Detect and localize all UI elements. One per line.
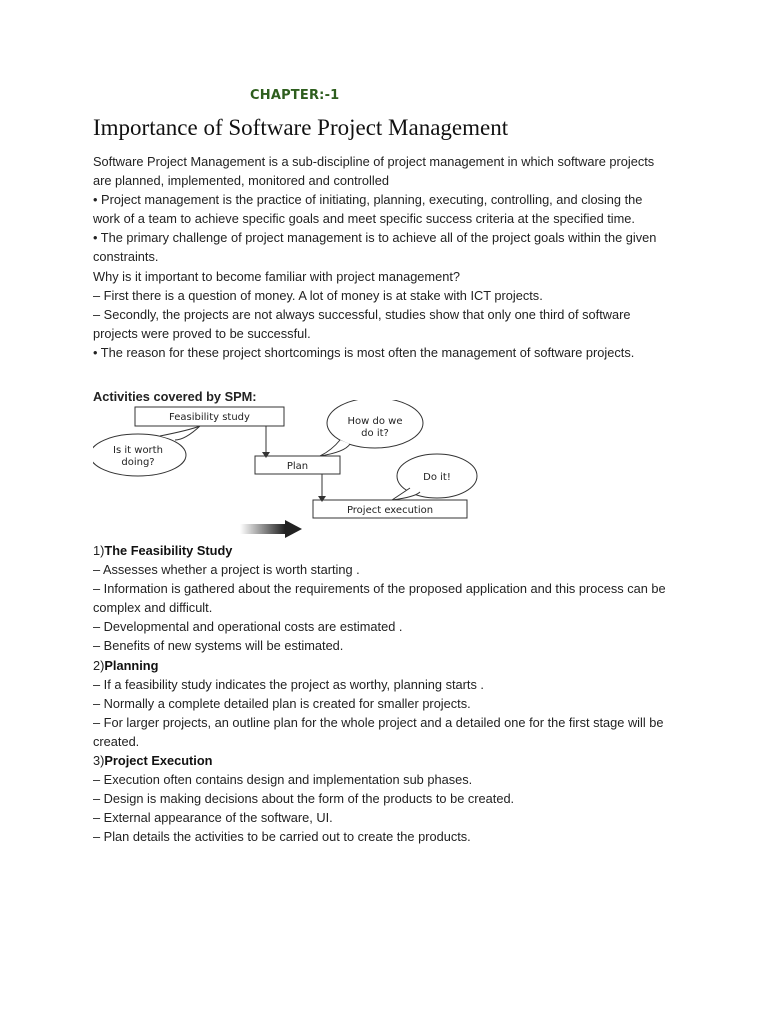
section-heading: 2)Planning bbox=[93, 657, 159, 673]
section-heading: 1)The Feasibility Study bbox=[93, 543, 233, 558]
bubble-how-line2: do it? bbox=[361, 428, 389, 439]
text-line: are planned, implemented, monitored and controlled bbox=[93, 173, 389, 189]
plan-label: Plan bbox=[286, 461, 309, 472]
text-line: – Normally a complete detailed plan is created for smaller projects. bbox=[93, 695, 471, 711]
gradient-arrow-head bbox=[285, 520, 302, 538]
text-line: – Benefits of new systems will be estimated. bbox=[93, 638, 344, 654]
text-line: • The primary challenge of project management is to achieve all of the project goals within the given bbox=[93, 230, 657, 246]
bubble-how-line1: How do we bbox=[347, 416, 403, 427]
text-line: – For larger projects, an outline plan for the whole project and a detailed one for the first stage will be bbox=[93, 714, 664, 730]
text-line: work of a team to achieve specific goals and meet specific success criteria at the specified time. bbox=[93, 211, 635, 227]
activities-heading: Activities covered by SPM: bbox=[93, 389, 257, 404]
gradient-arrow-shaft bbox=[240, 524, 285, 534]
section-heading: 3)Project Execution bbox=[93, 753, 213, 769]
text-line: – Secondly, the projects are not always successful, studies show that only one third of software bbox=[93, 306, 631, 322]
text-line: created. bbox=[93, 733, 140, 749]
text-line: – First there is a question of money. A lot of money is at stake with ICT projects. bbox=[93, 287, 543, 303]
text-line: Why is it important to become familiar with project management? bbox=[93, 268, 460, 284]
text-line: • Project management is the practice of initiating, planning, executing, controlling, and closing the bbox=[93, 192, 643, 208]
text-line: – Design is making decisions about the form of the products to be created. bbox=[93, 791, 515, 807]
text-line: – Information is gathered about the requirements of the proposed application and this process can be bbox=[93, 581, 666, 597]
text-line: Software Project Management is a sub-discipline of project management in which software projects bbox=[93, 154, 655, 169]
bubble-do-label: Do it! bbox=[423, 472, 451, 483]
text-line: • The reason for these project shortcomings is most often the management of software projects. bbox=[93, 344, 635, 360]
spm-activities-diagram bbox=[93, 400, 493, 540]
page-title: Importance of Software Project Management bbox=[93, 115, 509, 140]
sections-text bbox=[93, 541, 683, 847]
text-line: – Assesses whether a project is worth starting . bbox=[93, 562, 360, 578]
execution-label: Project execution bbox=[346, 505, 434, 516]
bubble-worth-line1: Is it worth bbox=[113, 445, 163, 456]
bubble-worth-line2: doing? bbox=[121, 457, 155, 468]
text-line: – External appearance of the software, UI. bbox=[93, 810, 333, 826]
text-line: – If a feasibility study indicates the project as worthy, planning starts . bbox=[93, 676, 484, 692]
chapter-label: CHAPTER:-1 bbox=[250, 88, 340, 103]
text-line: – Developmental and operational costs are estimated . bbox=[93, 619, 403, 635]
text-line: – Execution often contains design and implementation sub phases. bbox=[93, 772, 473, 788]
text-line: complex and difficult. bbox=[93, 600, 213, 616]
text-line: projects were proved to be successful. bbox=[93, 325, 311, 341]
feasibility-label: Feasibility study bbox=[169, 412, 250, 423]
text-line: – Plan details the activities to be carried out to create the products. bbox=[93, 829, 471, 845]
intro-text bbox=[93, 152, 683, 362]
text-line: constraints. bbox=[93, 249, 159, 265]
